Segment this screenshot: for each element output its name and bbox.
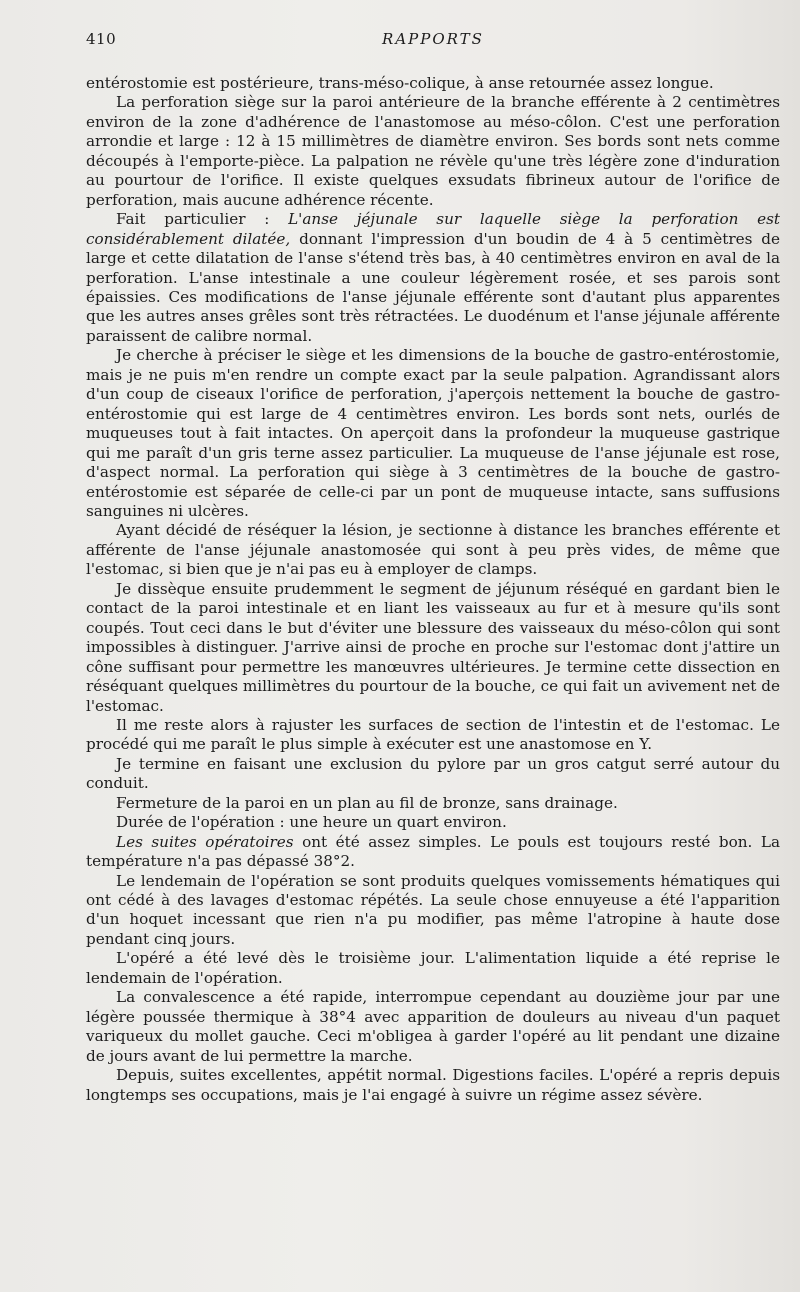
paragraph-lead: Fait particulier : — [116, 210, 289, 229]
page-header — [86, 30, 780, 52]
running-head: RAPPORTS — [382, 30, 484, 48]
paragraph — [86, 833, 780, 872]
paragraph — [86, 210, 780, 346]
paragraph: entérostomie est postérieure, trans-méso-colique, à anse retournée assez longue. — [86, 74, 714, 92]
paragraph: Depuis, suites excellentes, appétit normal. Digestions faciles. L'opéré a repris depuis longtemps ses occupations, mais je l'ai engagé à suivre un régime assez sévère. — [86, 1066, 780, 1104]
paragraph: Le lendemain de l'opération se sont produits quelques vomissements hématiques qui ont cédé à des lavages d'estomac répétés. La seule chose ennuyeuse a été l'apparition d'un hoquet incessant que rien n'a pu modifier, pas même l'atropine à haute dose pendant cinq jours. — [86, 871, 780, 948]
emphasis: Les suites opératoires — [116, 832, 294, 851]
body-text — [86, 74, 780, 1105]
paragraph: Je cherche à préciser le siège et les dimensions de la bouche de gastro-entérostomie, mais je ne puis m'en rendre un compte exact par la seule palpation. Agrandissant alors d'un coup de ciseaux l'orifice de perforation, j'aperçois nettement la bouche de gastro-entérostomie qui est large de 4 centimètres environ. Les bords sont nets, ourlés de muqueuses tout à fait intactes. On aperçoit dans la profondeur la muqueuse gastrique qui me paraît d'un gris terne assez particulier. La muqueuse de l'anse jéjunale est rose, d'aspect normal. La perforation qui siège à 3 centimètres de la bouche de gastro-entérostomie est séparée de celle-ci par un pont de muqueuse intacte, sans suffusions sanguines ni ulcères. — [86, 346, 780, 520]
paragraph: Durée de l'opération : une heure un quart environ. — [116, 813, 507, 832]
paragraph-rest: ont été assez simples. Le pouls est toujours resté bon. La température n'a pas dépassé 38°2. — [86, 832, 780, 871]
page-number: 410 — [86, 30, 117, 48]
paragraph: Fermeture de la paroi en un plan au fil de bronze, sans drainage. — [116, 793, 618, 812]
paragraph-rest: donnant l'impression d'un boudin de 4 à 5 centimètres de large et cette dilatation de l'anse s'étend très bas, à 40 centimètres environ en aval de la perforation. L'anse intestinale a une couleur légèrement rosée, et ses parois sont épaissies. Ces modifications de l'anse jéjunale efférente sont d'autant plus apparentes que les autres anses grêles sont très rétractées. Le duodénum et l'anse jéjunale afférente paraissent de calibre normal. — [86, 229, 780, 345]
paragraph: L'opéré a été levé dès le troisième jour. L'alimentation liquide a été reprise le lendemain de l'opération. — [86, 949, 780, 987]
paragraph: Il me reste alors à rajuster les surfaces de section de l'intestin et de l'estomac. Le procédé qui me paraît le plus simple à exécuter est une anastomose en Y. — [86, 715, 780, 754]
paragraph: La perforation siège sur la paroi antérieure de la branche efférente à 2 centimètres environ de la zone d'adhérence de l'anastomose au méso-côlon. C'est une perforation arrondie et large : 12 à 15 millimètres de diamètre environ. Ses bords sont nets comme découpés à l'emporte-pièce. La palpation ne révèle qu'une très légère zone d'induration au pourtour de l'orifice. Il existe quelques exsudats fibrineux autour de l'orifice de perforation, mais aucune adhérence récente. — [86, 93, 780, 209]
emphasis: L'anse jéjunale sur laquelle siège la perforation est considérablement dilatée, — [86, 210, 780, 248]
paragraph: La convalescence a été rapide, interrompue cependant au douzième jour par une légère poussée thermique à 38°4 avec apparition de douleurs au niveau d'un paquet variqueux du mollet gauche. Ceci m'obligea à garder l'opéré au lit pendant une dizaine de jours avant de lui permettre la marche. — [86, 988, 780, 1065]
paragraph: Je termine en faisant une exclusion du pylore par un gros catgut serré autour du conduit. — [86, 754, 780, 793]
paragraph: Ayant décidé de réséquer la lésion, je sectionne à distance les branches efférente et afférente de l'anse jéjunale anastomosée qui sont à peu près vides, de même que l'estomac, si bien que je n'ai pas eu à employer de clamps. — [86, 521, 780, 579]
paragraph: Je dissèque ensuite prudemment le segment de jéjunum réséqué en gardant bien le contact de la paroi intestinale et en liant les vaisseaux au fur et à mesure qu'ils sont coupés. Tout ceci dans le but d'éviter une blessure des vaisseaux du méso-côlon qui sont impossibles à distinguer. J'arrive ainsi de proche en proche sur l'estomac dont j'attire un cône suffisant pour permettre les manœuvres ultérieures. Je termine cette dissection en réséquant quelques millimètres du pourtour de la bouche, ce qui fait un avivement net de l'estomac. — [86, 579, 780, 715]
